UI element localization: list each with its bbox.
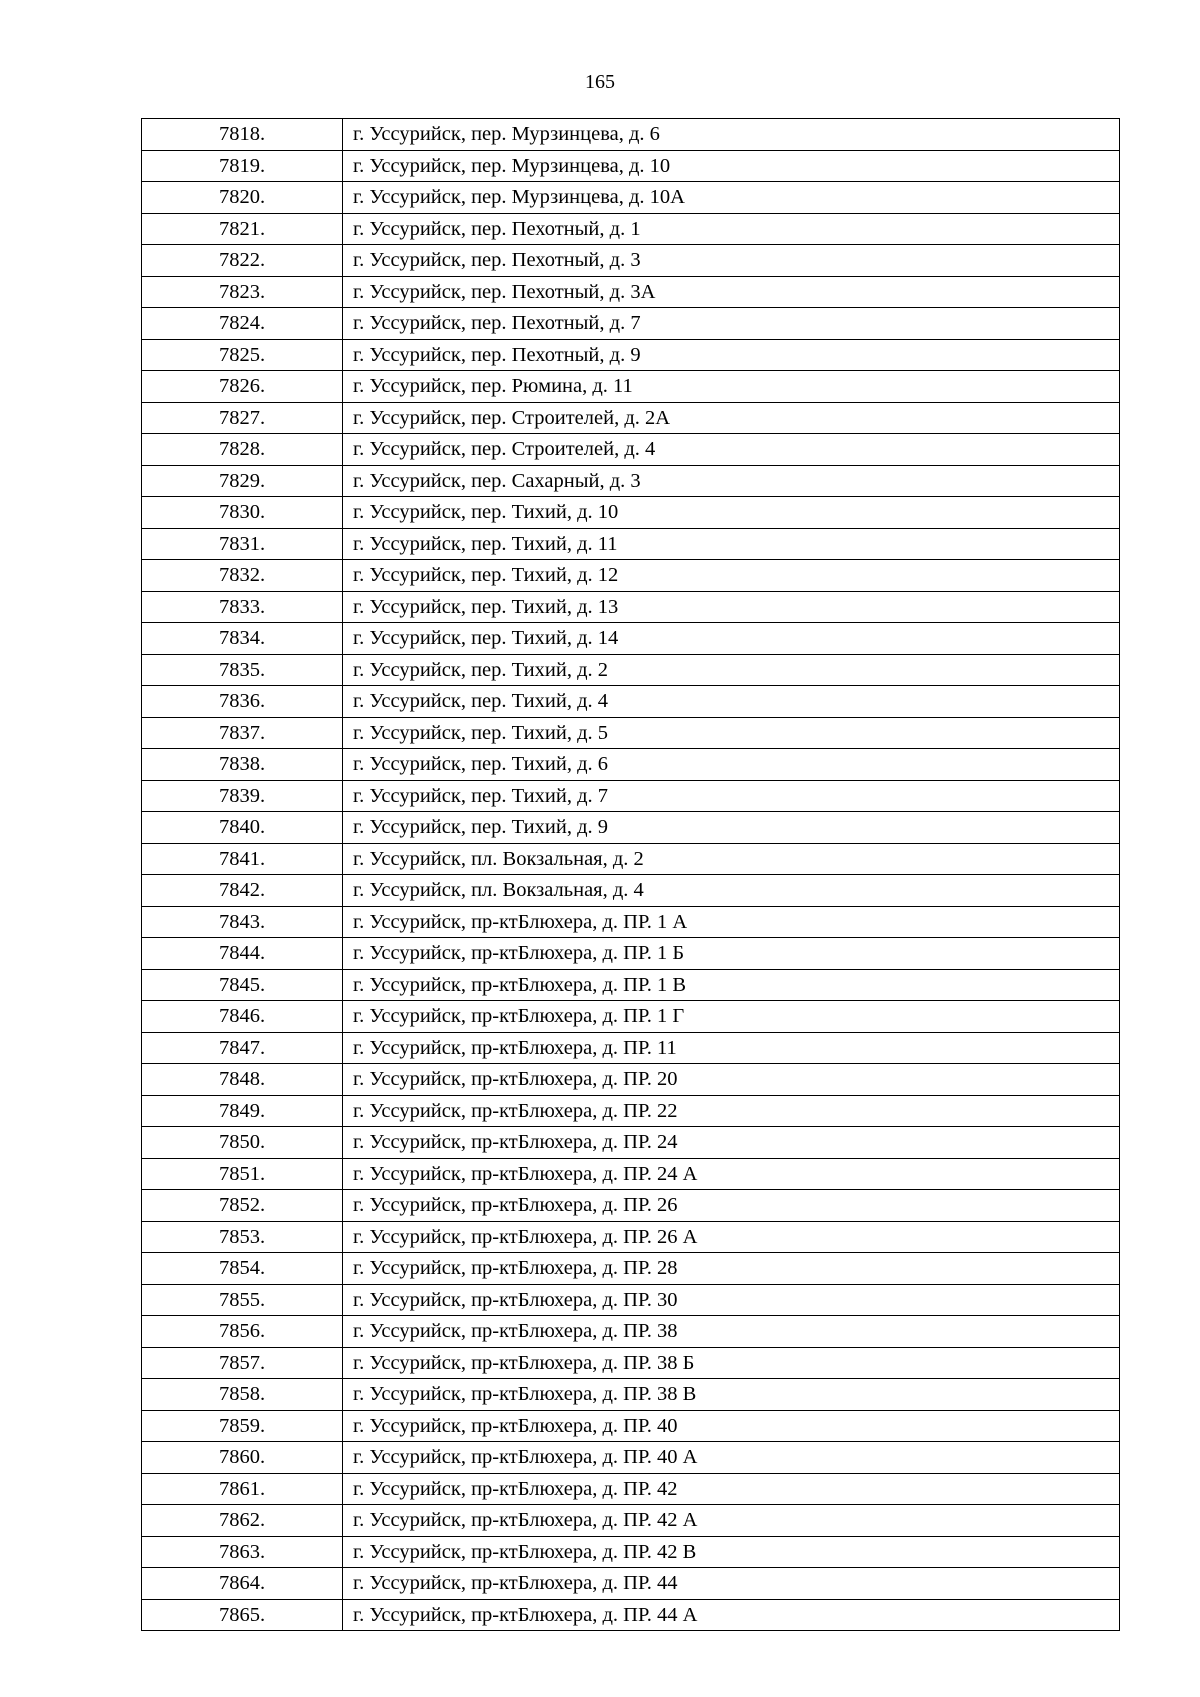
address-cell: г. Уссурийск, пр-ктБлюхера, д. ПР. 24 А xyxy=(343,1158,1120,1190)
address-cell: г. Уссурийск, пл. Вокзальная, д. 4 xyxy=(343,875,1120,907)
table-row xyxy=(142,339,1120,371)
table-row xyxy=(142,465,1120,497)
table-row xyxy=(142,1379,1120,1411)
table-row xyxy=(142,812,1120,844)
table-row xyxy=(142,1190,1120,1222)
row-number-cell: 7823. xyxy=(142,276,343,308)
table-row xyxy=(142,1347,1120,1379)
address-cell: г. Уссурийск, пер. Строителей, д. 4 xyxy=(343,434,1120,466)
row-number-cell: 7820. xyxy=(142,182,343,214)
table-row xyxy=(142,213,1120,245)
row-number-cell: 7856. xyxy=(142,1316,343,1348)
row-number-cell: 7846. xyxy=(142,1001,343,1033)
table-row xyxy=(142,1568,1120,1600)
row-number-cell: 7849. xyxy=(142,1095,343,1127)
row-number-cell: 7834. xyxy=(142,623,343,655)
address-cell: г. Уссурийск, пер. Пехотный, д. 7 xyxy=(343,308,1120,340)
address-cell: г. Уссурийск, пр-ктБлюхера, д. ПР. 1 В xyxy=(343,969,1120,1001)
row-number-cell: 7859. xyxy=(142,1410,343,1442)
table-row xyxy=(142,119,1120,151)
row-number-cell: 7822. xyxy=(142,245,343,277)
table-row xyxy=(142,1158,1120,1190)
table-row xyxy=(142,497,1120,529)
row-number-cell: 7842. xyxy=(142,875,343,907)
table-row xyxy=(142,969,1120,1001)
table-row xyxy=(142,1064,1120,1096)
address-cell: г. Уссурийск, пр-ктБлюхера, д. ПР. 38 В xyxy=(343,1379,1120,1411)
row-number-cell: 7839. xyxy=(142,780,343,812)
row-number-cell: 7830. xyxy=(142,497,343,529)
table-row xyxy=(142,906,1120,938)
address-cell: г. Уссурийск, пр-ктБлюхера, д. ПР. 40 xyxy=(343,1410,1120,1442)
address-cell: г. Уссурийск, пр-ктБлюхера, д. ПР. 26 xyxy=(343,1190,1120,1222)
row-number-cell: 7831. xyxy=(142,528,343,560)
row-number-cell: 7848. xyxy=(142,1064,343,1096)
row-number-cell: 7855. xyxy=(142,1284,343,1316)
address-cell: г. Уссурийск, пр-ктБлюхера, д. ПР. 22 xyxy=(343,1095,1120,1127)
row-number-cell: 7865. xyxy=(142,1599,343,1631)
page-number: 165 xyxy=(585,71,615,93)
table-row xyxy=(142,182,1120,214)
address-cell: г. Уссурийск, пр-ктБлюхера, д. ПР. 42 В xyxy=(343,1536,1120,1568)
row-number-cell: 7841. xyxy=(142,843,343,875)
table-row xyxy=(142,1316,1120,1348)
table-row xyxy=(142,875,1120,907)
row-number-cell: 7819. xyxy=(142,150,343,182)
row-number-cell: 7845. xyxy=(142,969,343,1001)
address-cell: г. Уссурийск, пер. Тихий, д. 9 xyxy=(343,812,1120,844)
row-number-cell: 7835. xyxy=(142,654,343,686)
row-number-cell: 7824. xyxy=(142,308,343,340)
table-row xyxy=(142,780,1120,812)
row-number-cell: 7861. xyxy=(142,1473,343,1505)
address-cell: г. Уссурийск, пр-ктБлюхера, д. ПР. 26 А xyxy=(343,1221,1120,1253)
address-cell: г. Уссурийск, пер. Тихий, д. 13 xyxy=(343,591,1120,623)
address-cell: г. Уссурийск, пер. Пехотный, д. 1 xyxy=(343,213,1120,245)
row-number-cell: 7838. xyxy=(142,749,343,781)
address-cell: г. Уссурийск, пр-ктБлюхера, д. ПР. 42 А xyxy=(343,1505,1120,1537)
table-row xyxy=(142,1536,1120,1568)
row-number-cell: 7862. xyxy=(142,1505,343,1537)
address-cell: г. Уссурийск, пер. Тихий, д. 14 xyxy=(343,623,1120,655)
row-number-cell: 7840. xyxy=(142,812,343,844)
table-row xyxy=(142,1284,1120,1316)
table-row xyxy=(142,1599,1120,1631)
address-cell: г. Уссурийск, пер. Тихий, д. 2 xyxy=(343,654,1120,686)
address-cell: г. Уссурийск, пер. Мурзинцева, д. 10 xyxy=(343,150,1120,182)
row-number-cell: 7818. xyxy=(142,119,343,151)
row-number-cell: 7837. xyxy=(142,717,343,749)
row-number-cell: 7832. xyxy=(142,560,343,592)
address-table-body xyxy=(142,119,1120,1631)
address-cell: г. Уссурийск, пер. Пехотный, д. 3 xyxy=(343,245,1120,277)
row-number-cell: 7825. xyxy=(142,339,343,371)
table-row xyxy=(142,654,1120,686)
row-number-cell: 7857. xyxy=(142,1347,343,1379)
table-row xyxy=(142,1505,1120,1537)
row-number-cell: 7833. xyxy=(142,591,343,623)
row-number-cell: 7860. xyxy=(142,1442,343,1474)
address-cell: г. Уссурийск, пер. Тихий, д. 6 xyxy=(343,749,1120,781)
address-cell: г. Уссурийск, пер. Сахарный, д. 3 xyxy=(343,465,1120,497)
row-number-cell: 7826. xyxy=(142,371,343,403)
address-cell: г. Уссурийск, пер. Рюмина, д. 11 xyxy=(343,371,1120,403)
address-cell: г. Уссурийск, пр-ктБлюхера, д. ПР. 24 xyxy=(343,1127,1120,1159)
address-table xyxy=(141,118,1120,1631)
row-number-cell: 7850. xyxy=(142,1127,343,1159)
row-number-cell: 7843. xyxy=(142,906,343,938)
row-number-cell: 7852. xyxy=(142,1190,343,1222)
address-cell: г. Уссурийск, пер. Тихий, д. 12 xyxy=(343,560,1120,592)
table-row xyxy=(142,938,1120,970)
row-number-cell: 7853. xyxy=(142,1221,343,1253)
table-row xyxy=(142,1127,1120,1159)
row-number-cell: 7836. xyxy=(142,686,343,718)
address-cell: г. Уссурийск, пр-ктБлюхера, д. ПР. 38 Б xyxy=(343,1347,1120,1379)
row-number-cell: 7863. xyxy=(142,1536,343,1568)
row-number-cell: 7821. xyxy=(142,213,343,245)
address-cell: г. Уссурийск, пр-ктБлюхера, д. ПР. 28 xyxy=(343,1253,1120,1285)
table-row xyxy=(142,276,1120,308)
address-cell: г. Уссурийск, пер. Тихий, д. 4 xyxy=(343,686,1120,718)
table-row xyxy=(142,434,1120,466)
row-number-cell: 7854. xyxy=(142,1253,343,1285)
row-number-cell: 7858. xyxy=(142,1379,343,1411)
table-row xyxy=(142,245,1120,277)
address-cell: г. Уссурийск, пр-ктБлюхера, д. ПР. 30 xyxy=(343,1284,1120,1316)
address-cell: г. Уссурийск, пер. Пехотный, д. 3А xyxy=(343,276,1120,308)
table-row xyxy=(142,1221,1120,1253)
table-row xyxy=(142,1253,1120,1285)
table-row xyxy=(142,528,1120,560)
row-number-cell: 7844. xyxy=(142,938,343,970)
table-row xyxy=(142,150,1120,182)
address-cell: г. Уссурийск, пр-ктБлюхера, д. ПР. 1 Б xyxy=(343,938,1120,970)
address-cell: г. Уссурийск, пр-ктБлюхера, д. ПР. 11 xyxy=(343,1032,1120,1064)
row-number-cell: 7828. xyxy=(142,434,343,466)
address-cell: г. Уссурийск, пер. Тихий, д. 7 xyxy=(343,780,1120,812)
address-cell: г. Уссурийск, пер. Строителей, д. 2А xyxy=(343,402,1120,434)
table-row xyxy=(142,623,1120,655)
address-cell: г. Уссурийск, пл. Вокзальная, д. 2 xyxy=(343,843,1120,875)
table-row xyxy=(142,560,1120,592)
address-cell: г. Уссурийск, пр-ктБлюхера, д. ПР. 20 xyxy=(343,1064,1120,1096)
table-row xyxy=(142,717,1120,749)
address-cell: г. Уссурийск, пер. Тихий, д. 10 xyxy=(343,497,1120,529)
address-cell: г. Уссурийск, пр-ктБлюхера, д. ПР. 44 А xyxy=(343,1599,1120,1631)
address-cell: г. Уссурийск, пер. Тихий, д. 11 xyxy=(343,528,1120,560)
address-cell: г. Уссурийск, пр-ктБлюхера, д. ПР. 1 А xyxy=(343,906,1120,938)
table-row xyxy=(142,1095,1120,1127)
table-row xyxy=(142,1410,1120,1442)
table-row xyxy=(142,371,1120,403)
row-number-cell: 7851. xyxy=(142,1158,343,1190)
table-row xyxy=(142,686,1120,718)
address-cell: г. Уссурийск, пер. Пехотный, д. 9 xyxy=(343,339,1120,371)
table-row xyxy=(142,591,1120,623)
address-cell: г. Уссурийск, пр-ктБлюхера, д. ПР. 42 xyxy=(343,1473,1120,1505)
table-row xyxy=(142,308,1120,340)
address-cell: г. Уссурийск, пер. Мурзинцева, д. 10А xyxy=(343,182,1120,214)
address-cell: г. Уссурийск, пер. Тихий, д. 5 xyxy=(343,717,1120,749)
table-row xyxy=(142,749,1120,781)
address-cell: г. Уссурийск, пр-ктБлюхера, д. ПР. 1 Г xyxy=(343,1001,1120,1033)
row-number-cell: 7829. xyxy=(142,465,343,497)
table-row xyxy=(142,402,1120,434)
address-cell: г. Уссурийск, пер. Мурзинцева, д. 6 xyxy=(343,119,1120,151)
table-row xyxy=(142,1001,1120,1033)
row-number-cell: 7827. xyxy=(142,402,343,434)
table-row xyxy=(142,1473,1120,1505)
table-row xyxy=(142,1032,1120,1064)
address-cell: г. Уссурийск, пр-ктБлюхера, д. ПР. 40 А xyxy=(343,1442,1120,1474)
row-number-cell: 7864. xyxy=(142,1568,343,1600)
address-cell: г. Уссурийск, пр-ктБлюхера, д. ПР. 38 xyxy=(343,1316,1120,1348)
table-row xyxy=(142,843,1120,875)
table-row xyxy=(142,1442,1120,1474)
row-number-cell: 7847. xyxy=(142,1032,343,1064)
address-cell: г. Уссурийск, пр-ктБлюхера, д. ПР. 44 xyxy=(343,1568,1120,1600)
